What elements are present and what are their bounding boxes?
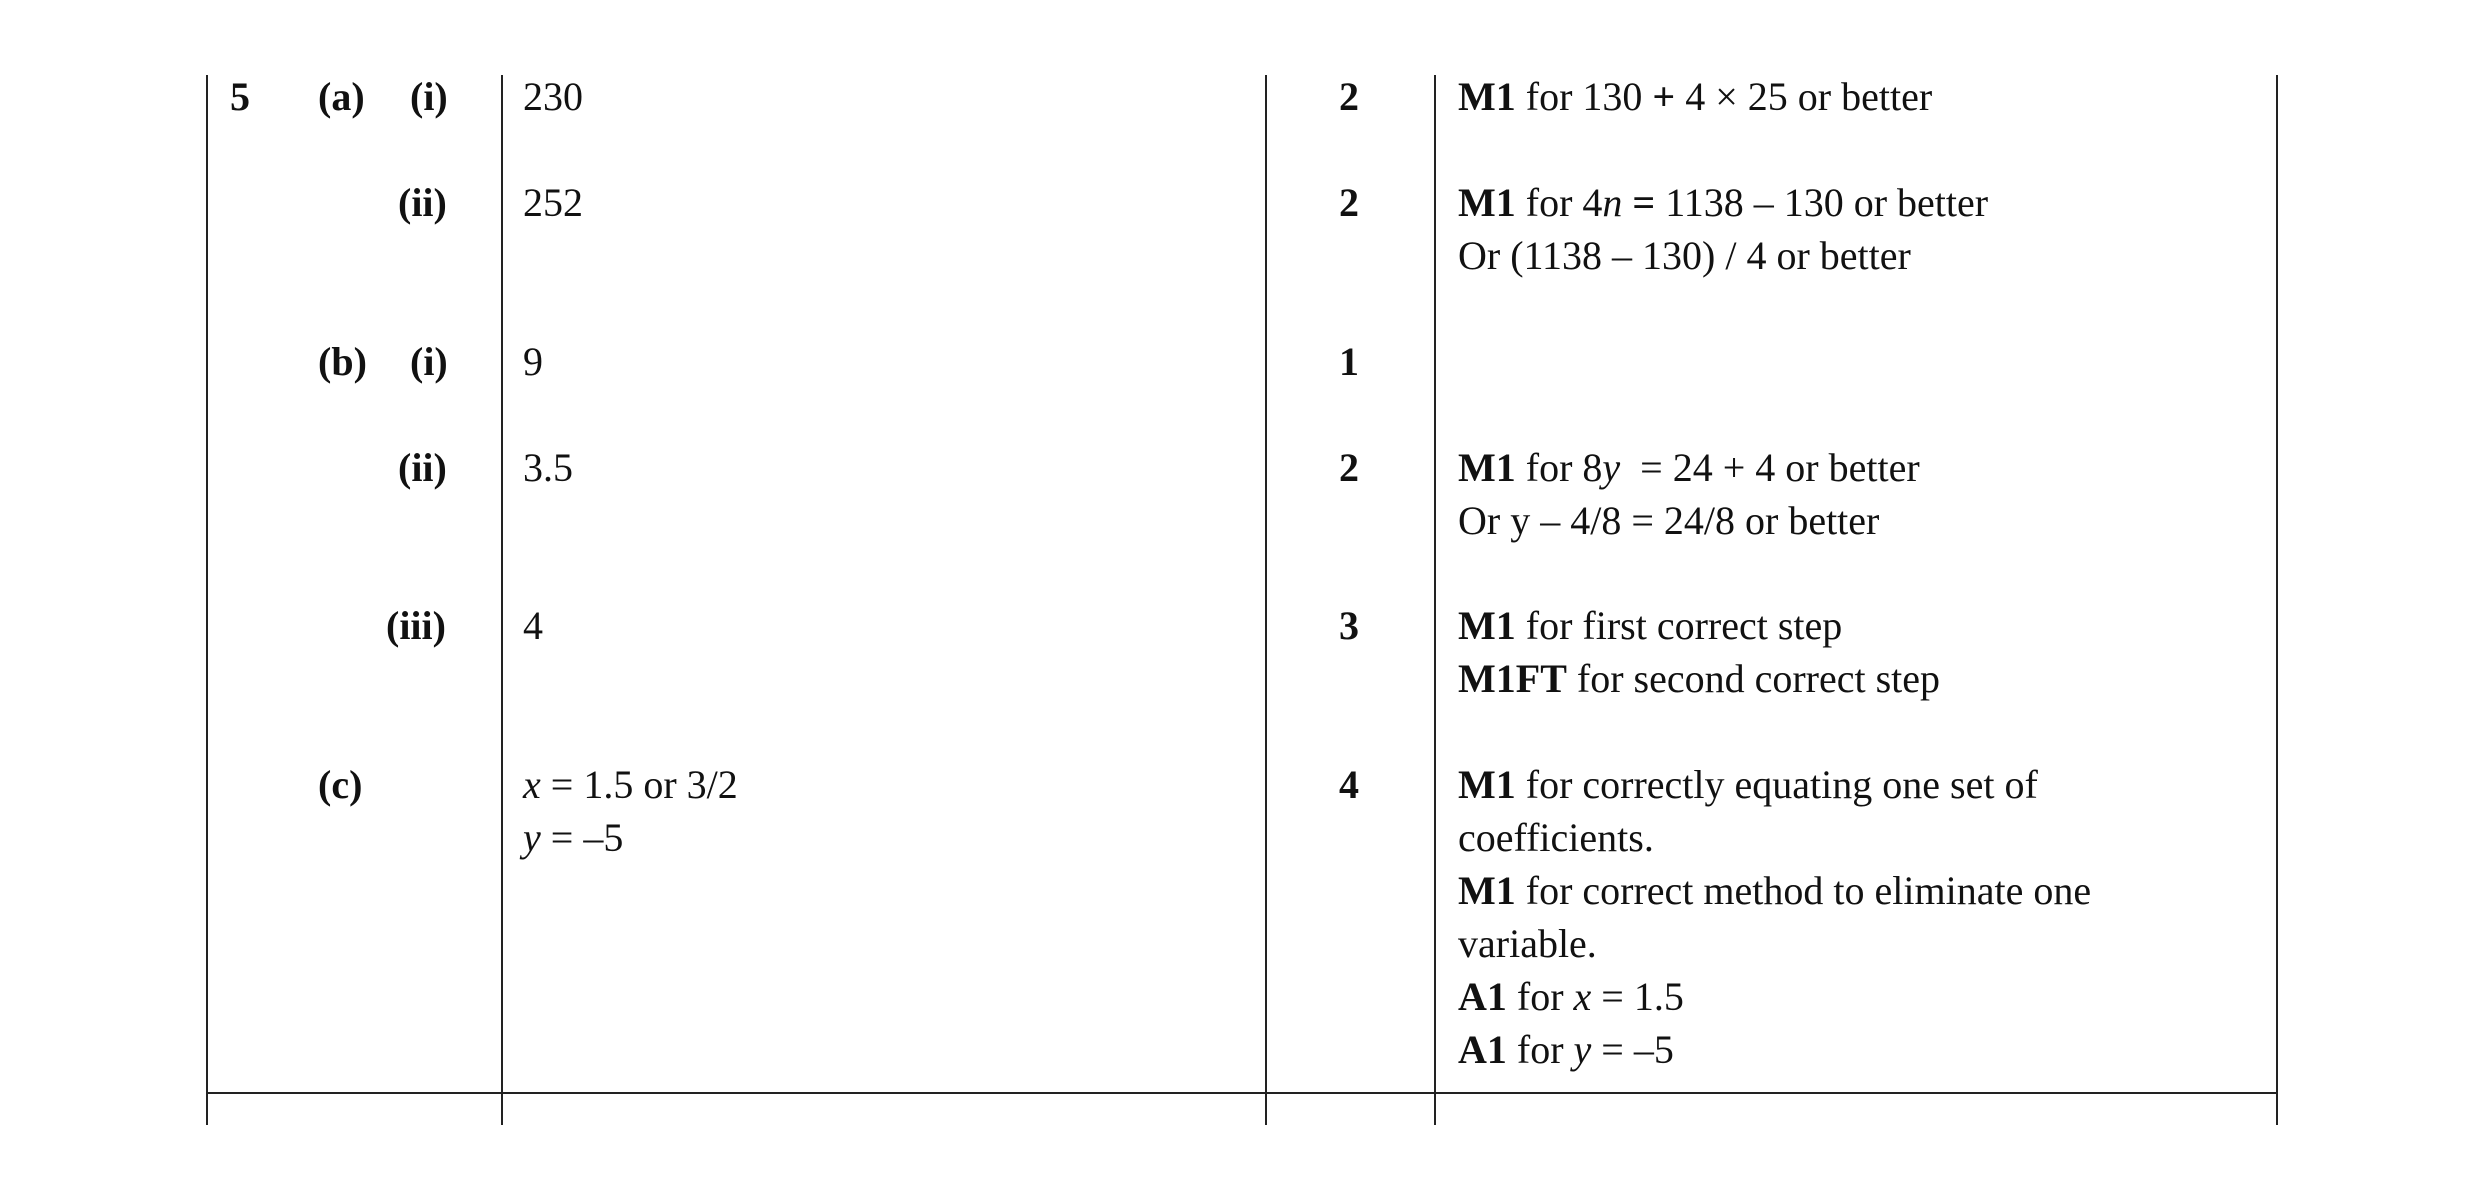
guidance-line: M1 for correct method to eliminate one variable.	[1458, 868, 2092, 966]
mark-value: 3	[1339, 603, 1359, 648]
row-bottom-rule	[206, 1092, 2278, 1094]
subpart-label: (ii)	[398, 180, 447, 225]
column-divider-mark	[1434, 75, 1436, 1125]
mark-code: M1	[1458, 445, 1516, 490]
guidance-notes	[1458, 758, 2238, 1076]
answer-text: x = 1.5 or 3/2	[523, 762, 738, 807]
guidance-notes	[1458, 176, 2258, 282]
guidance-line: Or (1138 – 130) / 4 or better	[1458, 233, 1911, 278]
mark-value: 2	[1339, 445, 1359, 490]
table-border-left	[206, 75, 208, 1125]
part-label: (c)	[318, 762, 363, 807]
mark-code: M1FT	[1458, 656, 1567, 701]
mark-code: M1	[1458, 74, 1516, 119]
guidance-line: M1 for 130 + 4 × 25 or better	[1458, 74, 1933, 119]
guidance-notes	[1458, 441, 2258, 547]
guidance-notes	[1458, 70, 2258, 123]
column-divider-parts	[501, 75, 503, 1125]
mark-code: A1	[1458, 974, 1507, 1019]
mark-code: M1	[1458, 868, 1516, 913]
mark-code: M1	[1458, 762, 1516, 807]
subpart-label: (iii)	[386, 603, 446, 648]
guidance-line: A1 for x = 1.5	[1458, 974, 1684, 1019]
mark-value: 2	[1339, 180, 1359, 225]
guidance-line: Or y – 4/8 = 24/8 or better	[1458, 498, 1880, 543]
subpart-label: (i)	[410, 74, 448, 119]
part-label: (a)	[318, 74, 365, 119]
mark-value: 1	[1339, 339, 1359, 384]
answer-text: 4	[523, 603, 543, 648]
guidance-line: M1 for correctly equating one set of coefficients.	[1458, 762, 2038, 860]
table-border-right	[2276, 75, 2278, 1125]
guidance-line: M1 for 8y = 24 + 4 or better	[1458, 445, 1920, 490]
part-label: (b)	[318, 339, 367, 384]
guidance-notes	[1458, 599, 2258, 705]
question-number: 5	[230, 74, 250, 119]
column-divider-answer	[1265, 75, 1267, 1125]
guidance-line: M1 for 4n = 1138 – 130 or better	[1458, 180, 1989, 225]
guidance-line: M1 for first correct step	[1458, 603, 1843, 648]
answer-text: 230	[523, 74, 583, 119]
mark-code: A1	[1458, 1027, 1507, 1072]
mark-code: M1	[1458, 180, 1516, 225]
mark-value: 2	[1339, 74, 1359, 119]
answer-text: y = –5	[523, 815, 624, 860]
subpart-label: (i)	[410, 339, 448, 384]
mark-value: 4	[1339, 762, 1359, 807]
mark-code: M1	[1458, 603, 1516, 648]
subpart-label: (ii)	[398, 445, 447, 490]
answer-text: 9	[523, 339, 543, 384]
answer-text: 3.5	[523, 445, 573, 490]
answer-text: 252	[523, 180, 583, 225]
guidance-line: M1FT for second correct step	[1458, 656, 1941, 701]
guidance-line: A1 for y = –5	[1458, 1027, 1674, 1072]
